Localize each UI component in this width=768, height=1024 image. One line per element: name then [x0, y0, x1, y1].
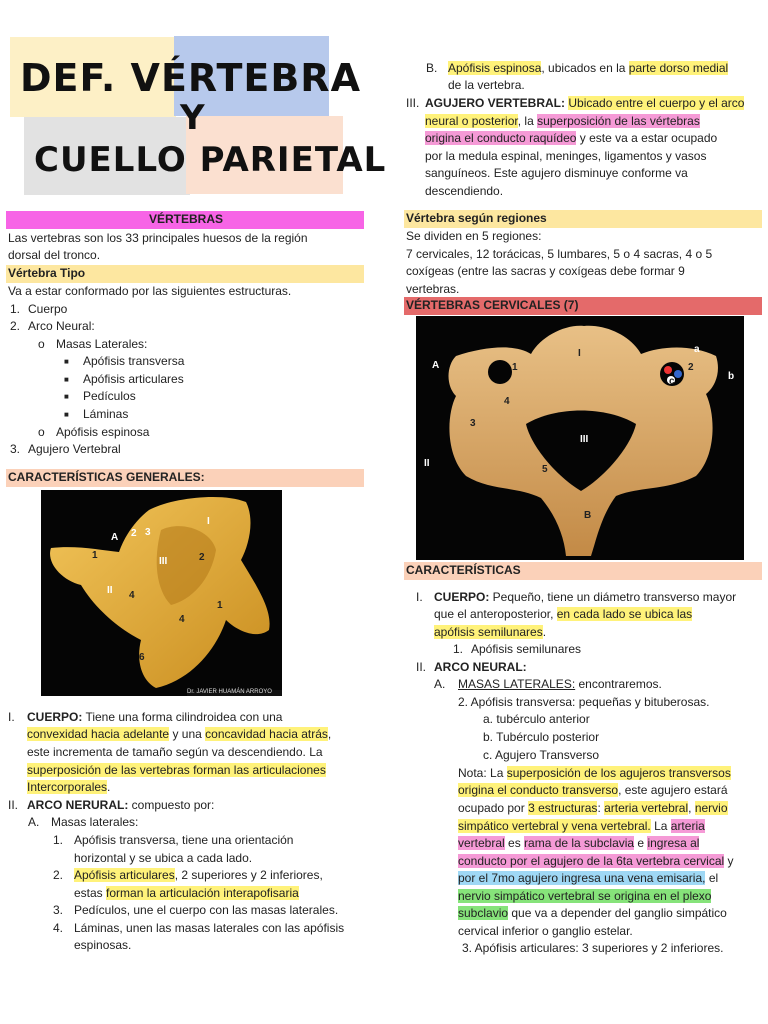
cervical-label: II: [424, 458, 430, 469]
list-num-2: 2.: [10, 319, 21, 333]
list-num-3: 3.: [10, 442, 21, 456]
bullet-circle: o: [38, 425, 45, 439]
item2-num: 2.: [53, 868, 64, 882]
item4-num: 4.: [53, 921, 64, 935]
vertebra-illustration: [41, 490, 282, 696]
item1-line-2: horizontal y se ubica a cada lado.: [74, 851, 253, 865]
cervical-label: III: [580, 434, 589, 445]
semilunares-label: Apófisis semilunares: [471, 642, 582, 656]
photo-credit: Dr. JAVIER HUAMÁN ARROYO: [187, 689, 272, 695]
nota-line-7: por el 7mo agujero ingresa una vena emisaria, el: [458, 871, 719, 885]
photo-label: 1: [217, 600, 223, 611]
item3-line: Pedículos, une el cuerpo con las masas laterales.: [74, 903, 339, 917]
list-masas: Masas Laterales:: [56, 337, 148, 351]
photo-label: A: [111, 532, 119, 543]
c-masas-line: MASAS LATERALES: encontraremos.: [458, 677, 662, 691]
agujero-line-1: AGUJERO VERTEBRAL: Ubicado entre el cuerpo y el arco: [425, 96, 745, 110]
cervical-label: 2: [688, 362, 694, 373]
intro-line-2: dorsal del tronco.: [8, 248, 101, 262]
intro-line-1: Las vertebras son los 33 principales huesos de la región: [8, 231, 308, 245]
agujero-line-3: origina el conducto raquídeo y este va a estar ocupado: [425, 131, 718, 145]
title-line3: CUELLO PARIETAL: [34, 140, 387, 180]
cervical-label: 1: [512, 362, 518, 373]
cuerpo-line-3: este incrementa de tamaño según va descendiendo. La: [27, 745, 323, 759]
list-apofisis-espinosa: Apófisis espinosa: [56, 425, 150, 439]
nota-line-3: ocupado por 3 estructuras: arteria vertebral, nervio: [458, 801, 728, 815]
masas-num: A.: [28, 815, 40, 829]
c-cuerpo-line-1: CUERPO: Pequeño, tiene un diámetro transverso mayor: [434, 590, 737, 604]
espinosa-num: B.: [426, 61, 438, 75]
c-cuerpo-num: I.: [416, 590, 423, 604]
photo-label: 4: [179, 614, 185, 625]
item1-num: 1.: [53, 833, 64, 847]
bullet-circle: o: [38, 337, 45, 351]
cervical-label: 4: [504, 396, 510, 407]
photo-label: 2: [199, 552, 205, 563]
semilunares-num: 1.: [453, 642, 464, 656]
nota-line-5: vertebral es rama de la subclavia e ingresa al: [458, 836, 700, 850]
c-arco-num: II.: [416, 660, 427, 674]
nota-line-10: cervical inferior o ganglio estelar.: [458, 924, 633, 938]
item4-line-1: Láminas, unen las masas laterales con las apófisis: [74, 921, 345, 935]
cuerpo-line-2: convexidad hacia adelante y una concavidad hacia atrás,: [27, 727, 332, 741]
c-articulares: 3. Apófisis articulares: 3 superiores y 2 inferiores.: [462, 941, 724, 955]
c-cuerpo-line-3: apófisis semilunares.: [434, 625, 547, 639]
c-arco-head: ARCO NEURAL:: [434, 660, 527, 674]
list-agujero: Agujero Vertebral: [28, 442, 121, 456]
nota-line-4: simpático vertebral y vena vertebral. La arteria: [458, 819, 705, 833]
bullet-square: ■: [64, 392, 69, 401]
list-num-1: 1.: [10, 302, 21, 316]
cervical-label: 3: [470, 418, 476, 429]
list-apofisis-transversa: Apófisis transversa: [83, 354, 185, 368]
cervical-label: 5: [542, 464, 548, 475]
caract-generales-header: CARACTERÍSTICAS GENERALES:: [6, 469, 364, 487]
agujero-line-6: descendiendo.: [425, 184, 504, 198]
list-apofisis-articulares: Apófisis articulares: [83, 372, 184, 386]
photo-label: II: [107, 585, 113, 596]
regiones-line-4: vertebras.: [406, 282, 460, 296]
nota-line-2: origina el conducto transverso, este agujero estará: [458, 783, 728, 797]
photo-label: 6: [139, 652, 145, 663]
c-tuberculo-anterior: a. tubérculo anterior: [483, 712, 590, 726]
vertebras-header: VÉRTEBRAS: [6, 211, 364, 229]
c-transversa: 2. Apófisis transversa: pequeñas y bituberosas.: [458, 695, 710, 709]
c-tuberculo-posterior: b. Tubérculo posterior: [483, 730, 600, 744]
arco-line: ARCO NERURAL: compuesto por:: [27, 798, 215, 812]
photo-label: 2: [131, 528, 137, 539]
agujero-num: III.: [406, 96, 420, 110]
c-masas-num: A.: [434, 677, 446, 691]
item2-line-1: Apófisis articulares, 2 superiores y 2 inferiores,: [74, 868, 323, 882]
masas-label: Masas laterales:: [51, 815, 139, 829]
cervical-label: c: [669, 376, 675, 387]
espinosa-line-1: Apófisis espinosa, ubicados en la parte dorso medial: [448, 61, 729, 75]
title-line1: DEF. VÉRTEBRA: [20, 56, 361, 100]
nota-line-1: Nota: La superposición de los agujeros transversos: [458, 766, 731, 780]
regiones-line-1: Se dividen en 5 regiones:: [406, 229, 542, 243]
c-cuerpo-line-2: que el anteroposterior, en cada lado se ubica las: [434, 607, 693, 621]
nota-line-6: conducto por el agujero de la 6ta vertebra cervical y: [458, 854, 734, 868]
cervical-label: B: [584, 510, 592, 521]
nota-line-9: subclavio que va a depender del ganglio simpático: [458, 906, 727, 920]
bullet-square: ■: [64, 410, 69, 419]
espinosa-line-2: de la vertebra.: [448, 78, 525, 92]
regiones-header: Vértebra según regiones: [404, 210, 762, 228]
cervical-label: b: [728, 371, 735, 382]
bullet-square: ■: [64, 375, 69, 384]
item3-num: 3.: [53, 903, 64, 917]
title-line2: Y: [180, 98, 206, 138]
cervical-label: A: [432, 360, 440, 371]
photo-label: 3: [145, 527, 151, 538]
regiones-line-3: coxígeas (entre las sacras y coxígeas debe formar 9: [406, 264, 685, 278]
cuerpo-line-5: Intercorporales.: [27, 780, 111, 794]
item1-line-1: Apófisis transversa, tiene una orientación: [74, 833, 294, 847]
vertebra-photo-left: [41, 490, 282, 696]
agujero-line-4: por la medula espinal, meninges, ligamentos y vasos: [425, 149, 707, 163]
list-arco: Arco Neural:: [28, 319, 95, 333]
list-cuerpo: Cuerpo: [28, 302, 68, 316]
photo-label: III: [159, 556, 168, 567]
photo-label: 1: [92, 550, 98, 561]
cervical-vertebra-photo: [416, 316, 744, 560]
photo-label: 4: [129, 590, 135, 601]
nota-line-8: nervio simpático vertebral se origina en el plexo: [458, 889, 712, 903]
cuerpo-line-4: superposición de las vertebras forman las articulaciones: [27, 763, 326, 777]
item2-line-2: estas forman la articulación interapofisaria: [74, 886, 299, 900]
cervicales-header: VÉRTEBRAS CERVICALES (7): [404, 297, 762, 315]
item4-line-2: espinosas.: [74, 938, 132, 952]
c-agujero-transverso: c. Agujero Transverso: [483, 748, 600, 762]
tipo-header: Vértebra Tipo: [6, 265, 364, 283]
bullet-square: ■: [64, 357, 69, 366]
photo-label: I: [207, 516, 210, 527]
list-laminas: Láminas: [83, 407, 129, 421]
arco-num: II.: [8, 798, 19, 812]
agujero-line-2: neural o posterior, la superposición de las vértebras: [425, 114, 700, 128]
caract-header: CARACTERÍSTICAS: [404, 562, 762, 580]
tipo-intro: Va a estar conformado por las siguientes estructuras.: [8, 284, 292, 298]
cuerpo-line-1: CUERPO: Tiene una forma cilindroidea con una: [27, 710, 283, 724]
agujero-line-5: sanguíneos. Este agujero disminuye conforme va: [425, 166, 688, 180]
list-pediculos: Pedículos: [83, 389, 136, 403]
regiones-line-2: 7 cervicales, 12 torácicas, 5 lumbares, 5 o 4 sacras, 4 o 5: [406, 247, 713, 261]
cuerpo-num: I.: [8, 710, 15, 724]
cervical-label: I: [578, 348, 581, 359]
cervical-label: a: [694, 344, 700, 355]
